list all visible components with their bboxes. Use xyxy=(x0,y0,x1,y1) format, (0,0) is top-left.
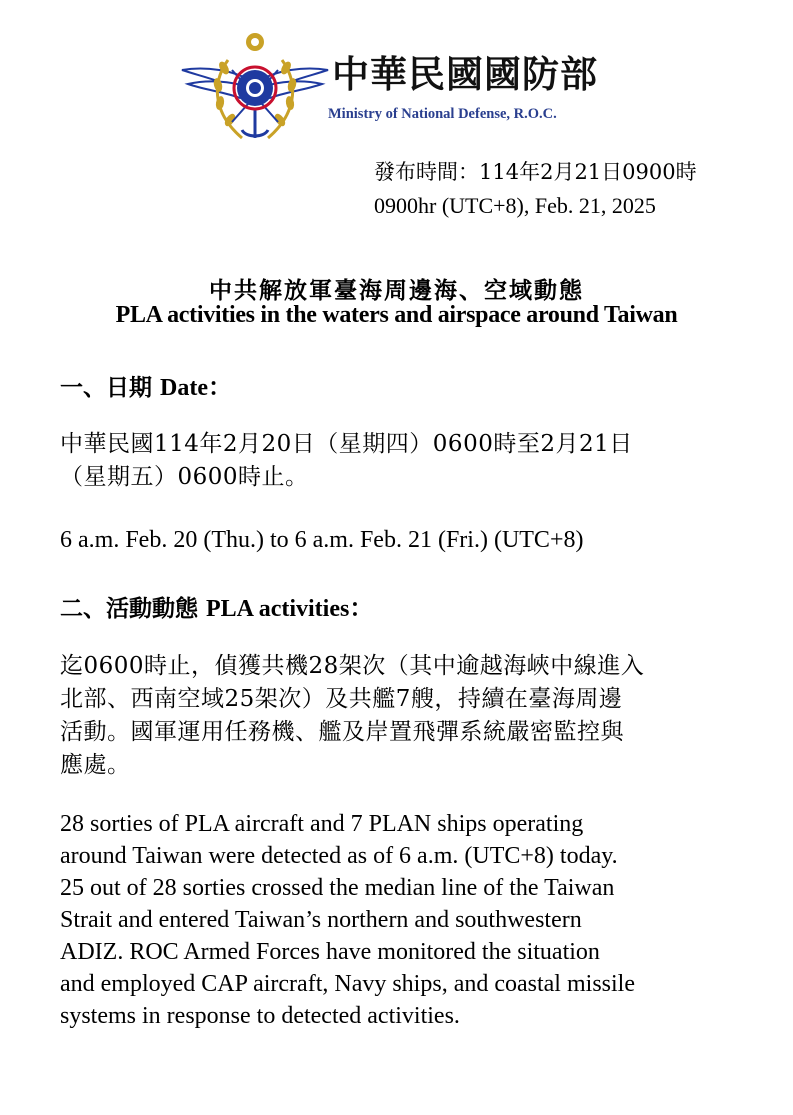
header xyxy=(180,30,640,150)
activities-body-en xyxy=(60,808,770,1032)
text-line: 應處。 xyxy=(60,752,131,778)
release-time xyxy=(374,156,697,222)
release-time-en: 0900hr (UTC+8), Feb. 21, 2025 xyxy=(374,193,656,218)
activities-body-zh xyxy=(60,650,770,782)
text-line: 28 sorties of PLA aircraft and 7 PLAN ships operating xyxy=(60,811,584,837)
section-heading-date xyxy=(60,367,232,402)
text-line: Strait and entered Taiwan’s northern and southwestern xyxy=(60,907,582,933)
org-name-zh: 中華民國國防部 xyxy=(332,53,598,96)
section-heading-activities-en: PLA activities： xyxy=(206,596,374,622)
release-time-zh: 發布時間：114年2月21日0900時 xyxy=(374,160,697,184)
text-line: 迄0600時止，偵獲共機28架次（其中逾越海峽中線進入 xyxy=(60,653,645,679)
text-line: around Taiwan were detected as of 6 a.m. (UTC+8) today. xyxy=(60,843,618,869)
document-title-zh: 中共解放軍臺海周邊海、空域動態 xyxy=(209,277,584,304)
section-heading-date-zh: 一、日期 xyxy=(60,374,152,401)
org-name-en: Ministry of National Defense, R.O.C. xyxy=(328,106,557,122)
date-body-zh xyxy=(60,428,770,494)
text-line: ADIZ. ROC Armed Forces have monitored the situation xyxy=(60,939,600,965)
document-title-en: PLA activities in the waters and airspace around Taiwan xyxy=(115,302,678,328)
section-heading-activities xyxy=(60,588,373,623)
text-line: and employed CAP aircraft, Navy ships, and coastal missile xyxy=(60,971,635,997)
text-line: systems in response to detected activities. xyxy=(60,1003,460,1029)
text-line: 25 out of 28 sorties crossed the median line of the Taiwan xyxy=(60,875,615,901)
section-heading-activities-zh: 二、活動動態 xyxy=(60,595,198,622)
date-body-en xyxy=(60,524,770,556)
text-line: （星期五）0600時止。 xyxy=(60,464,309,490)
text-line: 6 a.m. Feb. 20 (Thu.) to 6 a.m. Feb. 21 (Fri.) (UTC+8) xyxy=(60,527,584,553)
section-heading-date-en: Date： xyxy=(160,375,232,401)
text-line: 中華民國114年2月20日（星期四）0600時至2月21日 xyxy=(60,431,633,457)
mnd-emblem-icon xyxy=(180,30,330,148)
text-line: 北部、西南空域25架次）及共艦7艘，持續在臺海周邊 xyxy=(60,686,623,712)
text-line: 活動。國軍運用任務機、艦及岸置飛彈系統嚴密監控與 xyxy=(60,719,624,745)
